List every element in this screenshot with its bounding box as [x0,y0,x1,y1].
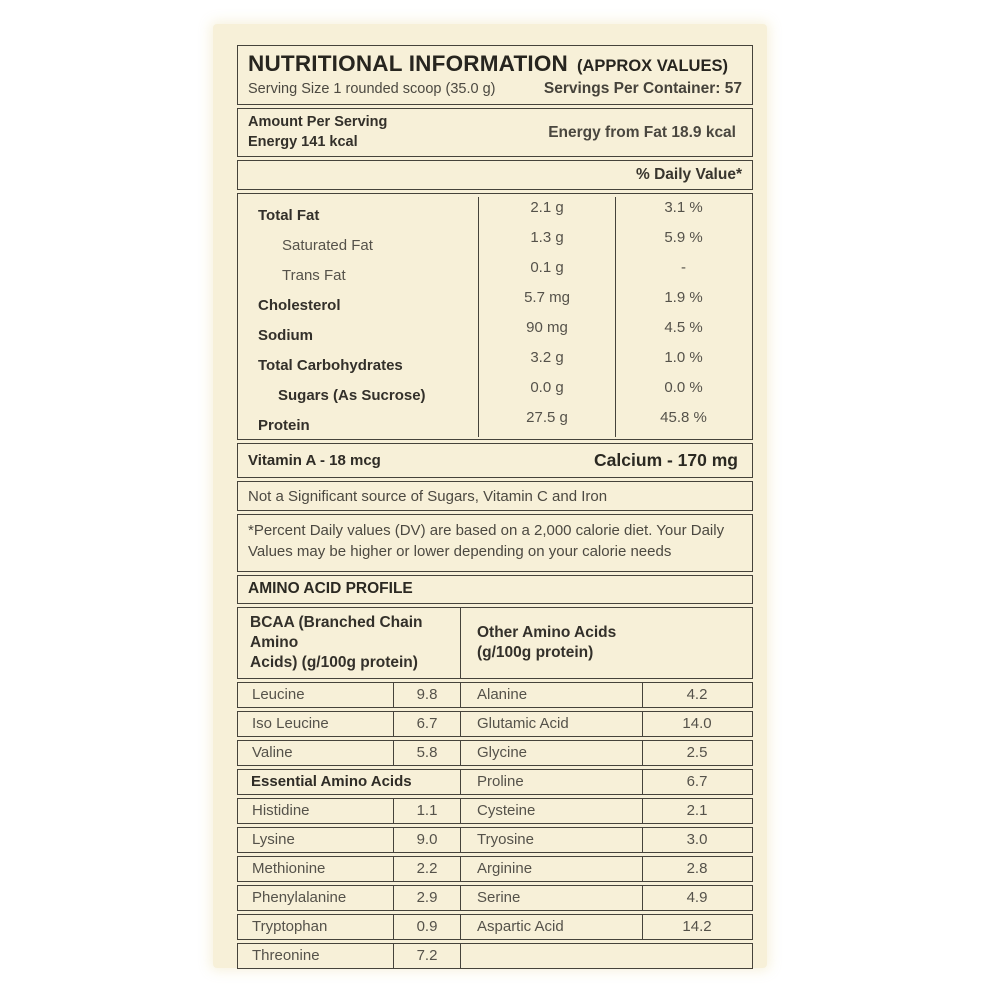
amino-value: 9.8 [393,683,460,707]
nutrition-label [237,45,753,972]
amino-name: Alanine [460,683,642,707]
daily-value-footnote [237,514,753,571]
amino-name: Iso Leucine [252,715,329,733]
nutrient-amount: 90 mg [478,317,615,347]
nutrient-name: Saturated Fat [282,237,373,255]
amount-per-serving-box [237,108,753,157]
not-significant-note [237,481,753,511]
nutrients-table [237,193,753,440]
nutrient-dv: 5.9 % [615,227,751,257]
bcaa-header-line1: BCAA (Branched Chain Amino [250,613,423,651]
nutrient-name: Trans Fat [282,267,346,285]
micronutrients-box [237,443,753,478]
nutrient-dv: 4.5 % [615,317,751,347]
not-significant-text: Not a Significant source of Sugars, Vitamin C and Iron [248,487,608,505]
amount-per-serving-block [248,113,387,152]
amino-row [237,711,753,737]
amino-acid-profile-title-box [237,575,753,604]
other-amino-acids-header-line2: (g/100g protein) [477,643,594,661]
amino-row [237,914,753,940]
amino-value: 3.0 [642,828,751,852]
amino-name: Aspartic Acid [460,915,642,939]
nutrient-dv: 45.8 % [615,407,751,437]
amino-value: 5.8 [393,741,460,765]
amino-row [237,740,753,766]
nutrient-amount: 0.0 g [478,377,615,407]
energy-from-fat-value: Energy from Fat 18.9 kcal [548,123,736,141]
nutrient-amount: 2.1 g [478,197,615,227]
amino-value: 14.2 [642,915,751,939]
nutrient-amount: 0.1 g [478,257,615,287]
amino-name: Leucine [252,686,305,704]
amino-name: Tryosine [460,828,642,852]
nutrient-name: Total Carbohydrates [258,357,403,375]
nutrient-dv: 0.0 % [615,377,751,407]
amino-name: Histidine [252,802,310,820]
amino-row [237,682,753,708]
daily-value-header: % Daily Value* [636,166,742,184]
nutrient-name: Total Fat [258,207,320,225]
other-amino-acids-header [460,608,751,678]
energy-value: Energy 141 kcal [248,133,358,150]
amino-value: 7.2 [393,944,460,968]
nutrient-name: Cholesterol [258,297,341,315]
amino-row [237,885,753,911]
nutrient-dv: - [615,257,751,287]
amino-name: Cysteine [460,799,642,823]
amino-value: 2.8 [642,857,751,881]
amino-row [237,769,753,795]
calcium-value: Calcium - 170 mg [594,450,738,471]
bcaa-header-line2: Acids) (g/100g protein) [250,653,418,671]
nutrient-name: Sodium [258,327,313,345]
amino-name: Arginine [460,857,642,881]
amino-row [237,827,753,853]
amino-value: 4.9 [642,886,751,910]
amino-row [237,856,753,882]
nutrient-amount: 3.2 g [478,347,615,377]
amino-name: Methionine [252,860,326,878]
title-line [248,51,742,77]
serving-line [248,80,742,98]
nutrient-amount: 5.7 mg [478,287,615,317]
amino-value: 9.0 [393,828,460,852]
amino-name: Valine [252,744,293,762]
amino-table-header [237,607,753,679]
amino-value: 2.1 [642,799,751,823]
daily-value-header-box [237,160,753,190]
amino-row [237,798,753,824]
amino-value: 1.1 [393,799,460,823]
amino-value: 6.7 [393,712,460,736]
amino-name: Serine [460,886,642,910]
nutrition-title: NUTRITIONAL INFORMATION [248,51,568,76]
amino-name: Phenylalanine [252,889,347,907]
amount-per-serving-label: Amount Per Serving [248,114,388,130]
amino-name: Lysine [252,831,295,849]
amino-name: Glutamic Acid [460,712,642,736]
approx-values-label: (APPROX VALUES) [577,57,728,75]
amino-value: 2.9 [393,886,460,910]
serving-size-text: Serving Size 1 rounded scoop (35.0 g) [248,81,496,97]
amino-name: Proline [460,770,642,794]
nutrient-name: Sugars (As Sucrose) [278,387,426,405]
nutrient-name: Protein [258,417,310,435]
amino-name: Glycine [460,741,642,765]
amino-value: 2.5 [642,741,751,765]
amino-value: 14.0 [642,712,751,736]
other-amino-acids-header-line1: Other Amino Acids [477,623,617,641]
amino-value: 2.2 [393,857,460,881]
nutrient-dv: 1.0 % [615,347,751,377]
amino-acid-profile-title: AMINO ACID PROFILE [248,580,413,597]
amino-name: Threonine [252,947,320,965]
nutrient-amount: 1.3 g [478,227,615,257]
bcaa-header [238,608,460,678]
amino-name: Tryptophan [252,918,328,936]
amino-row [237,943,753,969]
amino-value: 4.2 [642,683,751,707]
amino-value: 6.7 [642,770,751,794]
daily-value-footnote-text: *Percent Daily values (DV) are based on a 2,000 calorie diet. Your Daily Values may be higher or lower depending on your calorie needs [248,522,725,560]
servings-per-container-text: Servings Per Container: 57 [543,80,742,97]
amino-value: 0.9 [393,915,460,939]
amino-empty-cell [460,944,751,968]
essential-amino-acids-subheader: Essential Amino Acids [251,773,412,791]
vitamin-a-value: Vitamin A - 18 mcg [248,452,381,470]
nutrient-amount: 27.5 g [478,407,615,437]
nutrient-dv: 1.9 % [615,287,751,317]
header-box [237,45,753,105]
nutrient-dv: 3.1 % [615,197,751,227]
